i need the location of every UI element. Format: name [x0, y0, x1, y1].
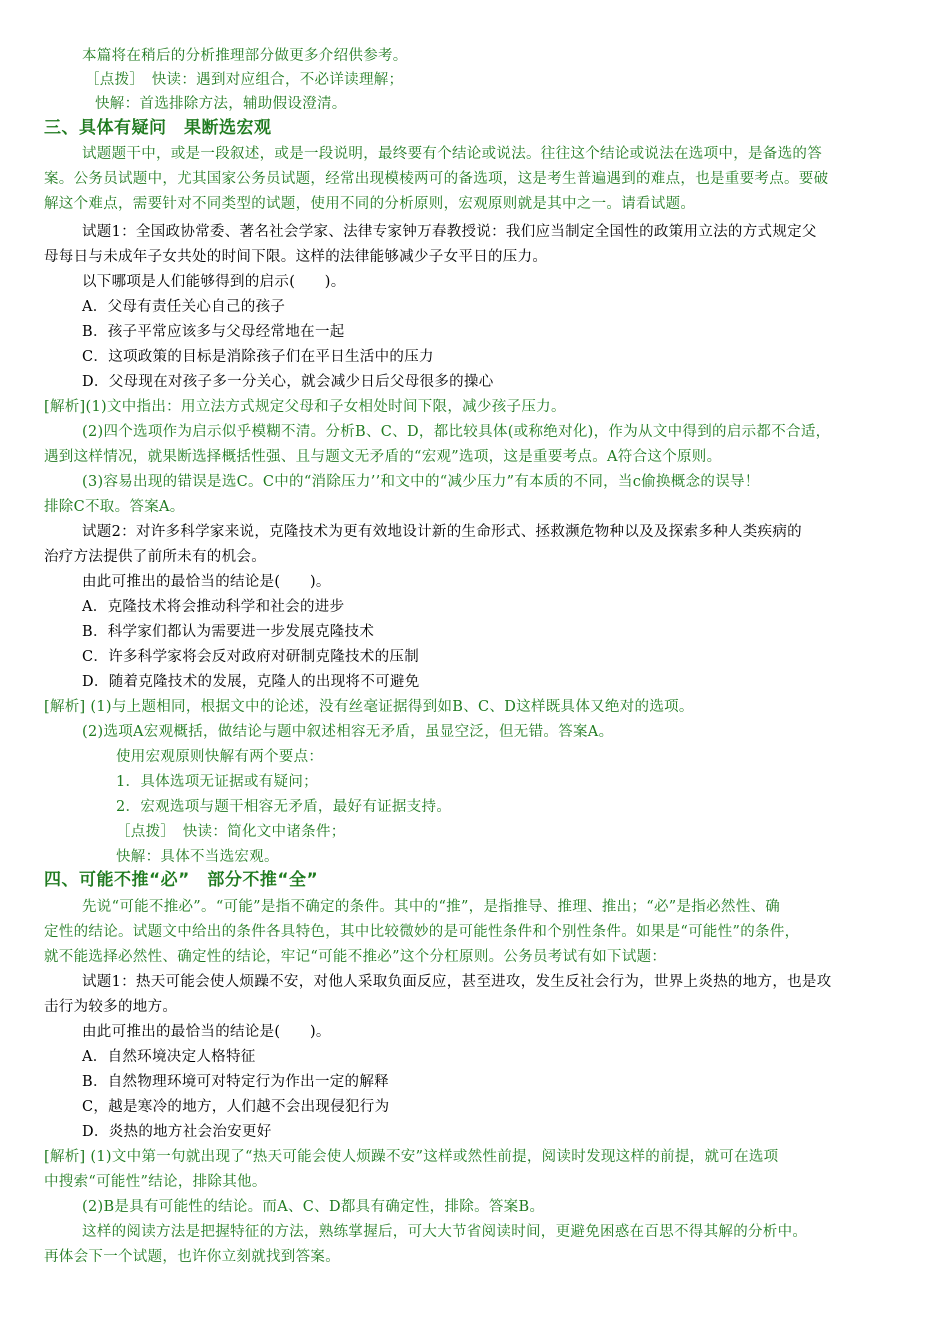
text-line: 排除C不取。答案A。	[44, 499, 185, 515]
text-line: A．父母有责任关心自己的孩子	[82, 299, 286, 315]
text-line: 快解：首选排除方法，辅助假设澄清。	[95, 96, 347, 112]
text-line: 就不能选择必然性、确定性的结论，牢记“可能不推必”这个分杠原则。公务员考试有如下试题：	[44, 949, 667, 965]
section-heading: 四、可能不推“必” 部分不推“全”	[44, 870, 319, 890]
text-line: D．炎热的地方社会治安更好	[82, 1124, 272, 1140]
text-line: D．父母现在对孩子多一分关心，就会减少日后父母很多的操心	[82, 374, 494, 390]
text-line: 再体会下一个试题，也许你立刻就找到答案。	[44, 1249, 340, 1265]
text-line: 解这个难点，需要针对不同类型的试题，使用不同的分析原则，宏观原则就是其中之一。请看试题。	[44, 196, 696, 212]
text-line: 先说“可能不推必”。“可能”是指不确定的条件。其中的“推”，是指推导、推理、推出；“必”是指必然性、确	[82, 899, 781, 915]
text-line: 试题1：热天可能会使人烦躁不安，对他人采取负面反应，甚至进攻，发生反社会行为，世界上炎热的地方，也是攻	[82, 974, 832, 990]
text-line: 治疗方法提供了前所未有的机会。	[44, 549, 266, 565]
text-line: B．科学家们都认为需要进一步发展克隆技术	[82, 624, 375, 640]
text-line: [解析](1)文中指出：用立法方式规定父母和子女相处时间下限，减少孩子压力。	[44, 399, 566, 415]
text-line: (2)四个选项作为启示似乎模糊不清。分析B、C、D，都比较具体(或称绝对化)，作为从文中得到的启示都不合适，	[82, 424, 831, 440]
text-line: 母每日与未成年子女共处的时间下限。这样的法律能够减少子女平日的压力。	[44, 249, 548, 265]
text-line: (2)选项A宏观概括，做结论与题中叙述相容无矛盾，虽显空泛，但无错。答案A。	[82, 724, 614, 740]
text-line: C，越是寒冷的地方，人们越不会出现侵犯行为	[82, 1099, 390, 1115]
text-line: 快解：具体不当选宏观。	[116, 849, 279, 865]
text-line: A．克隆技术将会推动科学和社会的进步	[82, 599, 345, 615]
text-line: (2)B是具有可能性的结论。而A、C、D都具有确定性，排除。答案B。	[82, 1199, 545, 1215]
text-line: B．自然物理环境可对特定行为作出一定的解释	[82, 1074, 389, 1090]
text-line: D．随着克隆技术的发展，克隆人的出现将不可避免	[82, 674, 420, 690]
text-line: 本篇将在稍后的分析推理部分做更多介绍供参考。	[82, 48, 408, 64]
text-line: ［点拨］ 快读：遇到对应组合，不必详读理解；	[85, 72, 404, 88]
text-line: 案。公务员试题中，尤其国家公务员试题，经常出现模棱两可的备选项，这是考生普遍遇到的难点，也是重要考点。要破	[44, 171, 829, 187]
text-line: 遇到这样情况，就果断选择概括性强、且与题文无矛盾的“宏观”选项，这是重要考点。A符合这个原则。	[44, 449, 722, 465]
text-line: C．许多科学家将会反对政府对研制克隆技术的压制	[82, 649, 419, 665]
text-line: 1．具体选项无证据或有疑问；	[116, 774, 318, 790]
text-line: 由此可推出的最恰当的结论是( )。	[82, 1024, 331, 1040]
text-line: C．这项政策的目标是消除孩子们在平日生活中的压力	[82, 349, 434, 365]
text-line: 试题2：对许多科学家来说，克隆技术为更有效地设计新的生命形式、拯救濒危物种以及及探索多种人类疾病的	[82, 524, 802, 540]
text-line: 定性的结论。试题文中给出的条件各具特色，其中比较微妙的是可能性条件和个别性条件。如果是“可能性”的条件，	[44, 924, 800, 940]
text-line: [解析] (1)与上题相同，根据文中的论述，没有丝毫证据得到如B、C、D这样既具体又绝对的选项。	[44, 699, 694, 715]
text-line: ［点拨］ 快读：简化文中诸条件；	[116, 824, 346, 840]
text-line: 2．宏观选项与题干相容无矛盾，最好有证据支持。	[116, 799, 452, 815]
text-line: 以下哪项是人们能够得到的启示( )。	[82, 274, 346, 290]
text-line: 试题1：全国政协常委、著名社会学家、法律专家钟万春教授说：我们应当制定全国性的政策用立法的方式规定父	[82, 224, 817, 240]
text-line: [解析] (1)文中第一句就出现了“热天可能会使人烦躁不安”这样或然性前提，阅读时发现这样的前提，就可在选项	[44, 1149, 779, 1165]
text-line: 试题题干中，或是一段叙述，或是一段说明，最终要有个结论或说法。往往这个结论或说法在选项中，是备选的答	[82, 146, 822, 162]
text-line: A．自然环境决定人格特征	[82, 1049, 256, 1065]
text-line: (3)容易出现的错误是选C。C中的“消除压力’’和文中的“减少压力”有本质的不同，当c偷换概念的误导！	[82, 474, 760, 490]
text-line: 使用宏观原则快解有两个要点：	[116, 749, 324, 765]
text-line: 由此可推出的最恰当的结论是( )。	[82, 574, 331, 590]
text-line: 这样的阅读方法是把握特征的方法，熟练掌握后，可大大节省阅读时间，更避免困惑在百思不得其解的分析中。	[82, 1224, 808, 1240]
text-line: 击行为较多的地方。	[44, 999, 178, 1015]
text-line: B．孩子平常应该多与父母经常地在一起	[82, 324, 345, 340]
section-heading: 三、具体有疑问 果断选宏观	[44, 118, 272, 138]
text-line: 中搜索“可能性”结论，排除其他。	[44, 1174, 267, 1190]
